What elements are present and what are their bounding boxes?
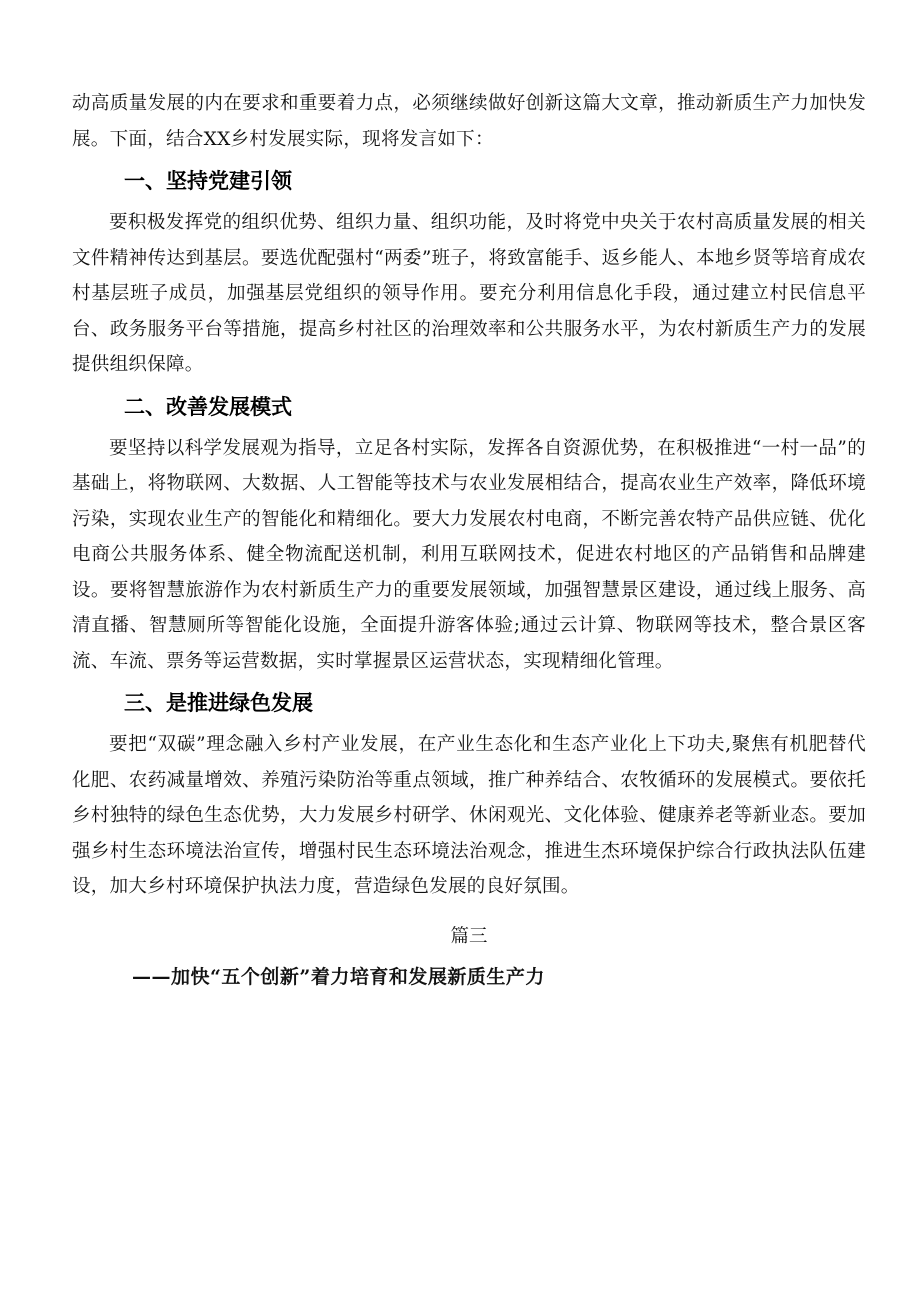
- document-body: [72, 86, 866, 995]
- part-subtitle: ——加快“五个创新”着力培育和发展新质生产力: [132, 965, 545, 988]
- section-heading-1: 一、坚持党建引领: [124, 169, 292, 193]
- section-paragraph-1: 要积极发挥党的组织优势、组织力量、组织功能，及时将党中央关于农村高质量发展的相关文件精神传达到基层。要选优配强村“两委”班子，将致富能手、返乡能人、本地乡贤等培育成农村基层班子成员，加强基层党组织的领导作用。要充分利用信息化手段，通过建立村民信息平台、政务服务平台等措施，提高乡村社区的治理效率和公共服务水平，为农村新质生产力的发展提供组织保障。: [72, 212, 866, 375]
- section-paragraph-3: 要把“双碳”理念融入乡村产业发展，在产业生态化和生态产业化上下功夫,聚焦有机肥替代化肥、农药减量增效、养殖污染防治等重点领域，推广种养结合、农牧循环的发展模式。要依托乡村独特的绿色生态优势，大力发展乡村研学、休闲观光、文化体验、健康养老等新业态。要加强乡村生态环境法治宣传，增强村民生态环境法治观念，推进生杰环境保护综合行政执法队伍建设，加大乡村环境保护执法力度，营造绿色发展的良好氛围。: [72, 734, 866, 897]
- section-heading-3: 三、是推进绿色发展: [124, 691, 313, 715]
- part-label: 篇三: [450, 925, 488, 947]
- section-heading-2: 二、改善发展模式: [124, 394, 292, 419]
- section-paragraph-2: 要坚持以科学发展观为指导，立足各村实际，发挥各自资源优势，在积极推进“一村一品”的基础上，将物联网、大数据、人工智能等技术与农业发展相结合，提高农业生产效率，降低环境污染，实现农业生产的智能化和精细化。要大力发展农村电商，不断完善农特产品供应链、优化电商公共服务体系、健全物流配送机制，利用互联网技术，促进农村地区的产品销售和品牌建设。要将智慧旅游作为农村新质生产力的重要发展领域，加强智慧景区建设，通过线上服务、高清直播、智慧厕所等智能化设施，全面提升游客体验;通过云计算、物联网等技术，整合景区客流、车流、票务等运营数据，实时掌握景区运营状态，实现精细化管理。: [72, 437, 866, 672]
- intro-paragraph: 动高质量发展的内在要求和重要着力点，必须继续做好创新这篇大文章，推动新质生产力加快发展。下面，结合XX乡村发展实际，现将发言如下：: [72, 93, 866, 150]
